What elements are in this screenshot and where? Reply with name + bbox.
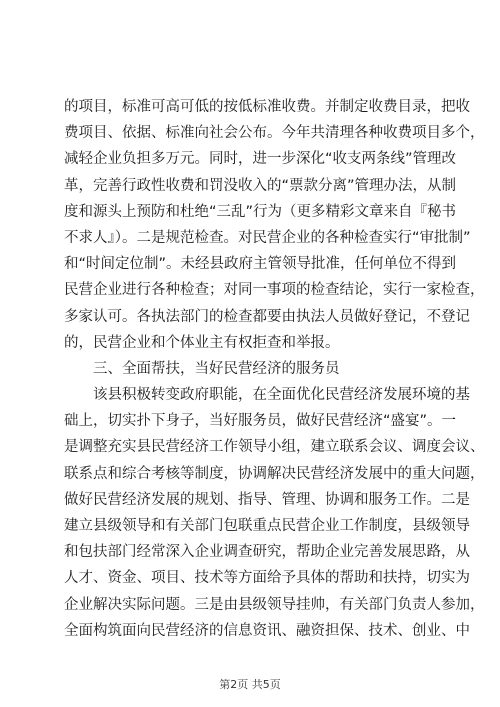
text-line: 度和源头上预防和杜绝“三乱”行为（更多精彩文章来自『秘书 (64, 203, 457, 220)
text-line: 费项目、依据、标准向社会公布。今年共清理各种收费项目多个， (64, 125, 485, 142)
text-line: 建立县级领导和有关部门包联重点民营企业工作制度，县级领导 (64, 518, 470, 534)
text-line: 该县积极转变政府职能，在全面优化民营经济发展环境的基 (93, 387, 470, 404)
section-heading: 三、全面帮扶，当好民营经济的服务员 (93, 360, 340, 377)
text-line: 不求人』）。二是规范检查。对民营企业的各种检查实行“审批制” (64, 229, 471, 246)
text-line: 础上，切实扑下身子，当好服务员，做好民营经济“盛宴”。一 (64, 413, 457, 430)
text-line: 的，民营企业和个体业主有权拒查和举报。 (64, 334, 340, 351)
text-line: 减轻企业负担多万元。同时，进一步深化“收支两条线”管理改 (64, 151, 457, 168)
text-line: 人才、资金、项目、技术等方面给予具体的帮助和扶持，切实为 (64, 570, 470, 587)
text-line: 是调整充实县民营经济工作领导小组，建立联系会议、调度会议、 (64, 439, 485, 456)
document-body (64, 94, 485, 644)
text-line: 企业解决实际问题。三是由县级领导挂帅，有关部门负责人参加， (64, 596, 485, 613)
text-line: 和“时间定位制”。未经县政府主管领导批准，任何单位不得到 (64, 256, 457, 273)
text-line: 联系点和综合考核等制度，协调解决民营经济发展中的重大问题， (64, 465, 485, 482)
text-line: 的项目，标准可高可低的按低标准收费。并制定收费目录，把收 (64, 99, 470, 115)
text-line: 民营企业进行各种检查；对同一事项的检查结论，实行一家检查， (64, 282, 485, 299)
text-line: 革，完善行政性收费和罚没收入的“票款分离”管理办法，从制 (64, 177, 457, 194)
text-line: 多家认可。各执法部门的检查都要由执法人员做好登记，不登记 (64, 308, 470, 325)
text-line: 和包扶部门经常深入企业调查研究，帮助企业完善发展思路，从 (64, 544, 470, 561)
text-line: 全面构筑面向民营经济的信息资讯、融资担保、技术、创业、中 (64, 622, 470, 639)
page-number-footer: 第2页 共5页 (219, 678, 281, 691)
text-line: 做好民营经济发展的规划、指导、管理、协调和服务工作。二是 (64, 491, 470, 508)
